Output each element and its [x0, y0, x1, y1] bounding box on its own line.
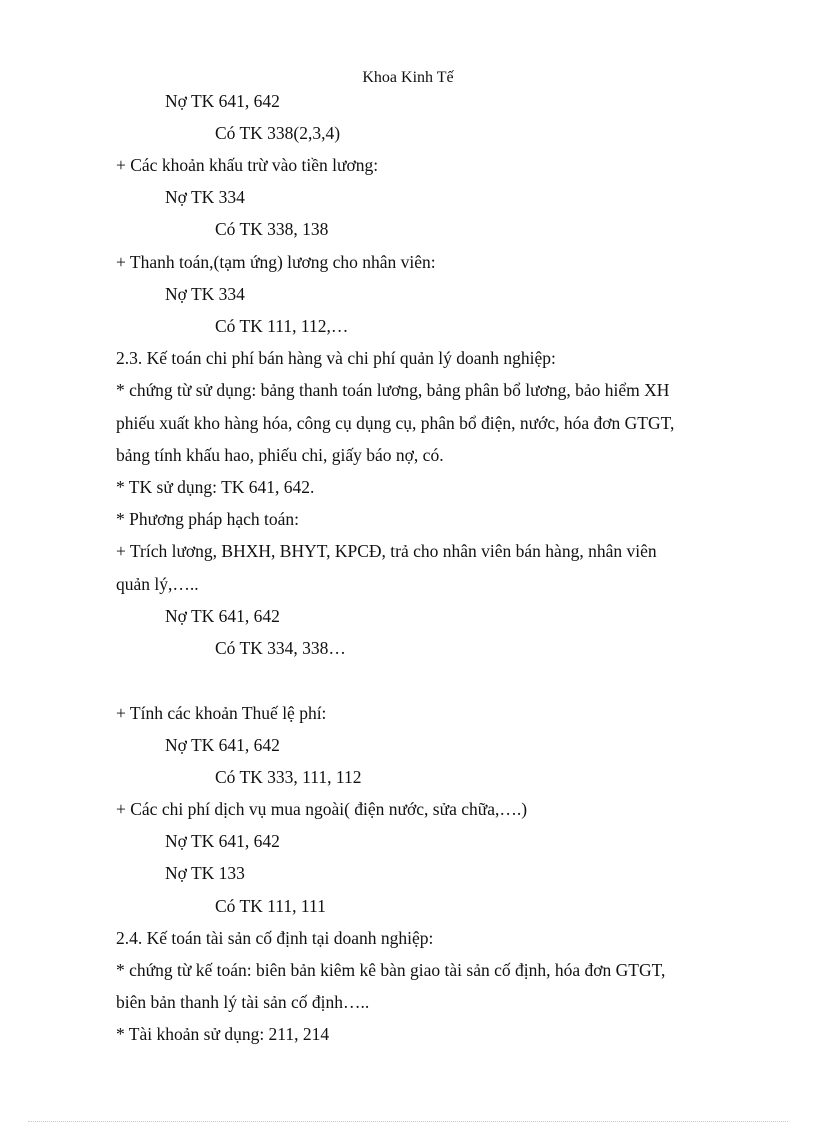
- entry-credit: Có TK 338, 138: [215, 219, 329, 239]
- paragraph-line: * chứng từ sử dụng: bảng thanh toán lương, bảng phân bổ lương, bảo hiểm XH: [116, 380, 670, 400]
- entry-credit: Có TK 111, 112,…: [215, 316, 349, 336]
- entry-debit: Nợ TK 133: [165, 863, 245, 883]
- item-heading: + Trích lương, BHXH, BHYT, KPCĐ, trả cho nhân viên bán hàng, nhân viên: [116, 541, 657, 561]
- paragraph-line: * Phương pháp hạch toán:: [116, 509, 300, 529]
- entry-credit: Có TK 338(2,3,4): [215, 123, 341, 143]
- entry-credit: Có TK 334, 338…: [215, 638, 346, 658]
- paragraph-line: * Tài khoản sử dụng: 211, 214: [116, 1024, 330, 1044]
- section-heading-2-4: 2.4. Kế toán tài sản cố định tại doanh nghiệp:: [116, 928, 434, 948]
- paragraph-line: phiếu xuất kho hàng hóa, công cụ dụng cụ, phân bổ điện, nước, hóa đơn GTGT,: [116, 413, 675, 433]
- section-heading-2-3: 2.3. Kế toán chi phí bán hàng và chi phí quản lý doanh nghiệp:: [116, 348, 556, 368]
- item-heading: + Tính các khoản Thuế lệ phí:: [116, 703, 327, 723]
- entry-debit: Nợ TK 641, 642: [165, 831, 280, 851]
- item-heading: + Thanh toán,(tạm ứng) lương cho nhân viên:: [116, 252, 436, 272]
- entry-debit: Nợ TK 334: [165, 284, 245, 304]
- paragraph-line: bảng tính khấu hao, phiếu chi, giấy báo nợ, có.: [116, 445, 444, 465]
- entry-credit: Có TK 333, 111, 112: [215, 767, 362, 787]
- entry-debit: Nợ TK 334: [165, 187, 245, 207]
- item-heading: + Các chi phí dịch vụ mua ngoài( điện nước, sửa chữa,….): [116, 799, 528, 819]
- page-header: Khoa Kinh Tế: [362, 69, 454, 86]
- paragraph-line: quản lý,…..: [116, 574, 199, 594]
- item-heading: + Các khoản khấu trừ vào tiền lương:: [116, 155, 379, 175]
- entry-debit: Nợ TK 641, 642: [165, 91, 280, 111]
- entry-debit: Nợ TK 641, 642: [165, 606, 280, 626]
- entry-credit: Có TK 111, 111: [215, 896, 326, 916]
- paragraph-line: * chứng từ kế toán: biên bản kiêm kê bàn giao tài sản cố định, hóa đơn GTGT,: [116, 960, 666, 980]
- paragraph-line: biên bản thanh lý tài sản cố định…..: [116, 992, 370, 1012]
- page-bottom-rule: [28, 1121, 788, 1122]
- paragraph-line: * TK sử dụng: TK 641, 642.: [116, 477, 315, 497]
- entry-debit: Nợ TK 641, 642: [165, 735, 280, 755]
